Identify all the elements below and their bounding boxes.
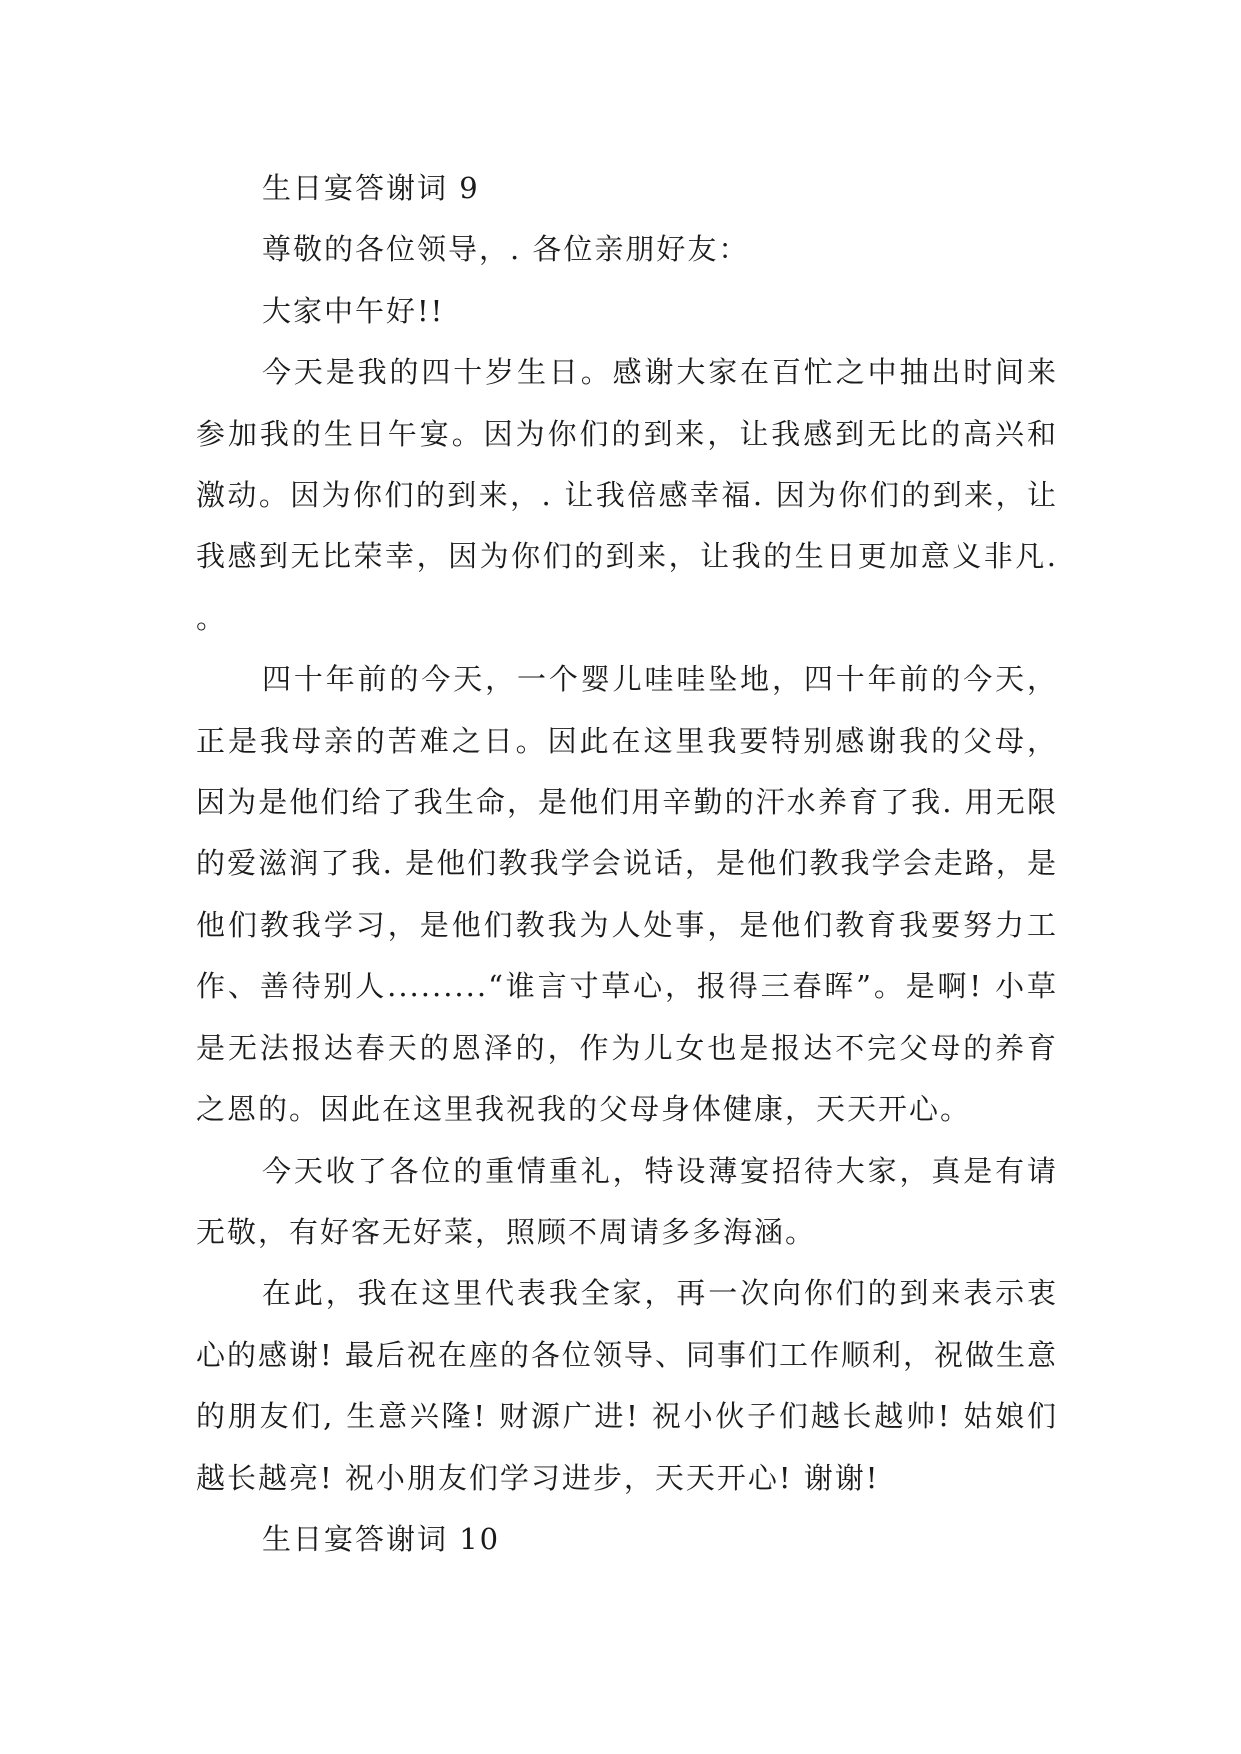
paragraph-gifts-thanks: 今天收了各位的重情重礼，特设薄宴招待大家，真是有请无敬，有好客无好菜，照顾不周请多多海涵。 [196, 1153, 1058, 1249]
section-title-10: 生日宴答谢词 10 [262, 1521, 501, 1556]
paragraph-closing-wishes: 在此，我在这里代表我全家，再一次向你们的到来表示衷心的感谢! 最后祝在座的各位领导、同事们工作顺利，祝做生意的朋友们, 生意兴隆! 财源广进! 祝小伙子们越长越帅! 姑娘们越长越亮! 祝小朋友们学习进步，天天开心! 谢谢! [196, 1276, 1058, 1495]
greeting: 大家中午好!! [262, 293, 445, 328]
paragraph-parents-thanks: 四十年前的今天，一个婴儿哇哇坠地，四十年前的今天，正是我母亲的苦难之日。因此在这里我要特别感谢我的父母，因为是他们给了我生命，是他们用辛勤的汗水养育了我. 用无限的爱滋润了我. 是他们教我学会说话，是他们教我学会走路，是他们教我学习，是他们教我为人处事，是他们教育我要努力工作、善待别人.........“谁言寸草心，报得三春晖”。是啊! 小草是无法报达春天的恩泽的，作为儿女也是报达不完父母的养育之恩的。因此在这里我祝我的父母身体健康，天天开心。 [196, 662, 1058, 1127]
document-body [196, 158, 1058, 1570]
paragraph-birthday-thanks: 今天是我的四十岁生日。感谢大家在百忙之中抽出时间来参加我的生日午宴。因为你们的到来，让我感到无比的高兴和激动。因为你们的到来，. 让我倍感幸福. 因为你们的到来，让我感到无比荣幸，因为你们的到来，让我的生日更加意义非凡. 。 [196, 355, 1058, 635]
salutation: 尊敬的各位领导，. 各位亲朋好友： [262, 232, 750, 267]
section-title-9: 生日宴答谢词 9 [262, 171, 480, 205]
